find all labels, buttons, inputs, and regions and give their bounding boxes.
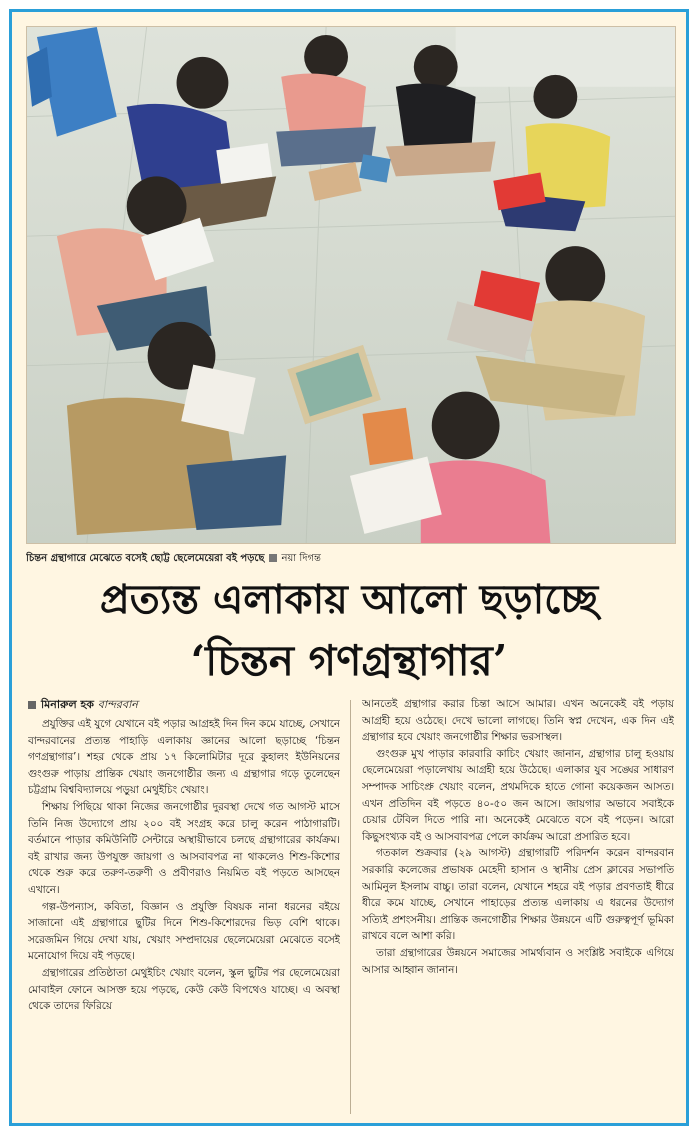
photo-caption [26, 550, 676, 568]
caption-text: চিন্তন গ্রন্থাগারে মেঝেতে বসেই ছোট্ট ছেলেমেয়েরা বই পড়ছে [26, 553, 265, 564]
byline [28, 696, 340, 714]
paragraph: আনতেই গ্রন্থাগার করার চিন্তা আসে আমার। এখন অনেকেই বই পড়ায় আগ্রহী হয়ে ওঠেছে। দেখে ভালো লাগছে। তিনি স্বপ্ন দেখেন, এক দিন এই গ্রন্থাগার হবে খেয়াং জনগোষ্ঠীর শিক্ষার ভরসাস্থল। [362, 698, 674, 744]
paragraph: প্রযুক্তির এই যুগে যেখানে বই পড়ার আগ্রহই দিন দিন কমে যাচ্ছে, সেখানে বান্দরবানের প্রত্যন্ত পাহাড়ি এলাকায় জ্ঞানের আলো ছড়াচ্ছে ‘চিন্তন গণগ্রন্থাগার’। শহর থেকে প্রায় ১৭ কিলোমিটার দূরে কুহালং ইউনিয়নের গুংগুরু পাড়ায় প্রান্তিক খেয়াং জনগোষ্ঠীর জন্য এ গ্রন্থাগার গড়ে তুলেছেন চট্টগ্রাম বিশ্ববিদ্যালয়ে পড়ুয়া মেথুইচিং খেয়াং। [28, 718, 340, 797]
paragraph: গতকাল শুক্রবার (২৯ আগস্ট) গ্রন্থাগারটি পরিদর্শন করেন বান্দরবান সরকারি কলেজের প্রভাষক মেহেদী হাসান ও স্থানীয় প্রেস ক্লাবের সভাপতি আমিনুল ইসলাম বাচ্চু। তারা বলেন, যেখানে শহরে বই পড়ার প্রবণতাই ধীরে ধীরে কমে যাচ্ছে, সেখানে পাহাড়ের প্রত্যন্ত এলাকায় এ ধরনের উদ্যোগ সত্যিই প্রশংসনীয়। প্রান্তিক জনগোষ্ঠীর শিক্ষার উন্নয়নে এটি গুরুত্বপূর্ণ ভূমিকা রাখবে বলে আশা করি। [362, 847, 674, 943]
article-left-column [28, 696, 340, 1118]
paragraph: গল্প-উপন্যাস, কবিতা, বিজ্ঞান ও প্রযুক্তি বিষয়ক নানা ধরনের বইয়ে সাজানো এই গ্রন্থাগারে ছুটির দিনে শিশু-কিশোরদের ভিড় বেশি থাকে। সরেজমিন গিয়ে দেখা যায়, খেয়াং সম্প্রদায়ের ছেলেমেয়েরা মেঝেতে বসেই মনোযোগ দিয়ে বই পড়ছে। [28, 900, 340, 963]
news-clipping [9, 9, 689, 1126]
news-photo [26, 26, 676, 544]
children-reading-photo [27, 27, 675, 543]
article-right-column [362, 696, 674, 1118]
byline-square-icon [28, 701, 36, 709]
byline-author: মিনারুল হক [41, 698, 94, 711]
caption-square-icon [269, 554, 277, 562]
column-divider [350, 700, 351, 1114]
paragraph: গুংগুরু মুখ পাড়ার কারবারি কাচিং খেয়াং জানান, গ্রন্থাগার চালু হওয়ায় ছেলেমেয়েরা পড়ালেখায় আগ্রহী হয়ে উঠেছে। এলাকার যুব সঙ্ঘের সাধারণ সম্পাদক সাচিংপ্রু খেয়াং বলেন, প্রথমদিকে হাতে গোনা কয়েকজন আসত। এখন প্রতিদিন বই পড়তে ৪০-৫০ জন আসে। জায়গার অভাবে সবাইকে চেয়ার টেবিল দিতে পারি না। অনেকেই মেঝেতে বসে বই পড়েন। আরো কিছুসংখ্যক বই ও আসবাবপত্র পেলে কার্যক্রম আরো প্রসারিত হবে। [362, 747, 674, 843]
headline-line-2: ‘চিন্তন গণগ্রন্থাগার’ [190, 636, 508, 685]
caption-credit: নয়া দিগন্ত [281, 553, 321, 564]
byline-place: বান্দরবান [97, 698, 138, 711]
article-body [26, 696, 676, 1118]
paragraph: শিক্ষায় পিছিয়ে থাকা নিজের জনগোষ্ঠীর দুরবস্থা দেখে গত আগস্ট মাসে তিনি নিজ উদ্যোগে প্রায় ২০০ বই সংগ্রহ করে চালু করেন পাঠাগারটি। বর্তমানে পাড়ার কমিউনিটি সেন্টারে অস্থায়ীভাবে চলছে গ্রন্থাগারের কার্যক্রম। বই রাখার জন্য উপযুক্ত জায়গা ও আসবাবপত্র না থাকলেও শিশু-কিশোর থেকে শুরু করে তরুণ-তরুণী ও প্রবীণরাও নিয়মিত বই পড়তে আসছেন এখানে। [28, 800, 340, 896]
paragraph: তারা গ্রন্থাগারের উন্নয়নে সমাজের সামর্থ্যবান ও সংশ্লিষ্ট সবাইকে এগিয়ে আসার আহ্বান জানান। [362, 946, 674, 976]
paragraph: গ্রন্থাগারের প্রতিষ্ঠাতা মেথুইচিং খেয়াং বলেন, স্কুল ছুটির পর ছেলেমেয়েরা মোবাইল ফোনে আসক্ত হয়ে পড়ছে, কেউ কেউ বিপথেও যাচ্ছে। এ অবস্থা থেকে তাদের ফিরিয়ে [28, 966, 340, 1013]
headline-line-1: প্রত্যন্ত এলাকায় আলো ছড়াচ্ছে [99, 576, 599, 623]
